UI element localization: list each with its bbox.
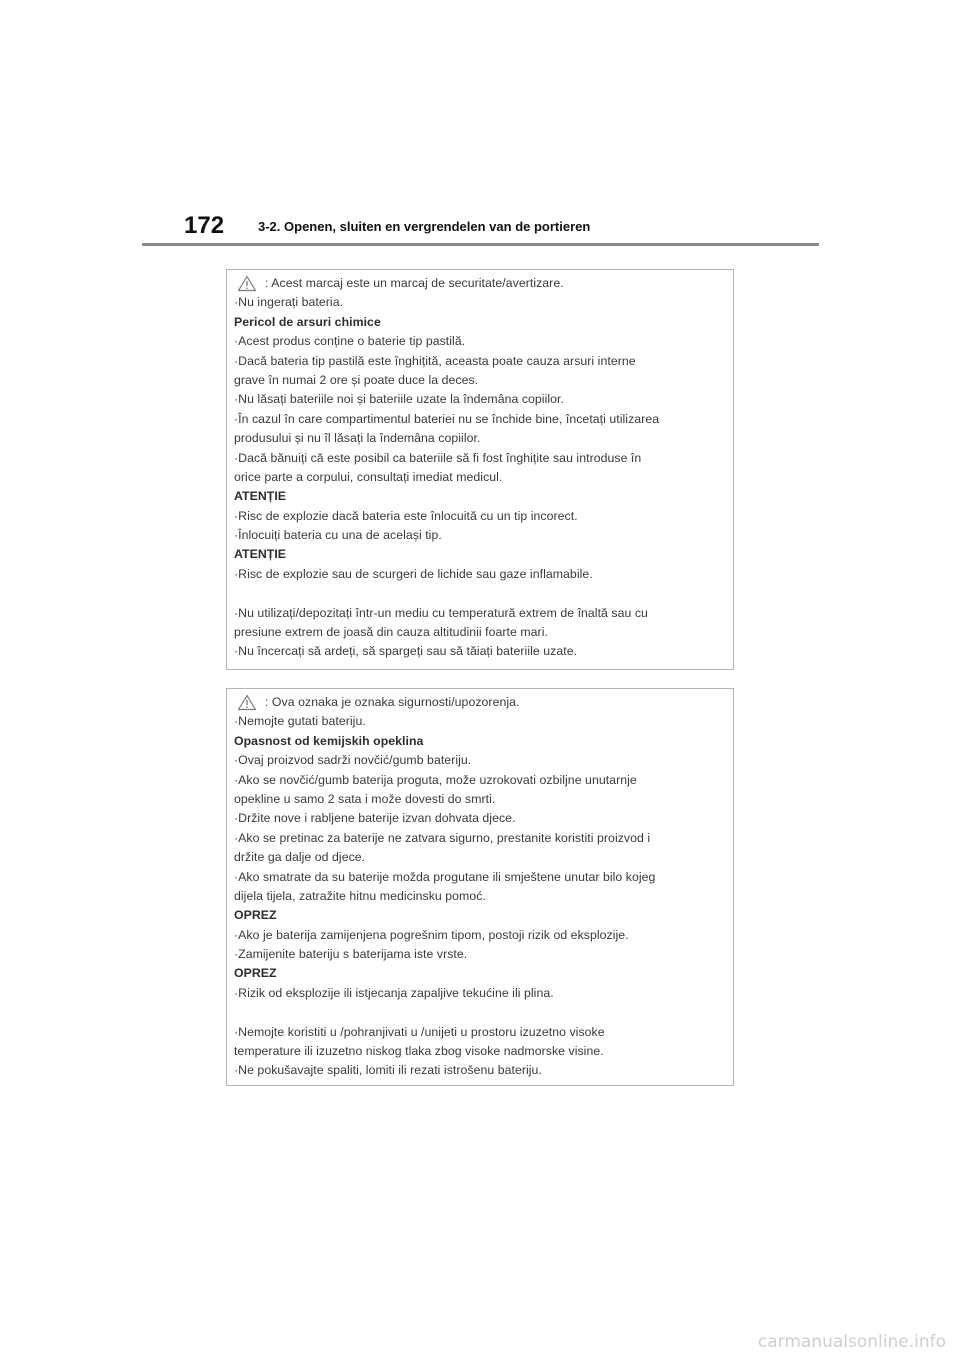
section-title: 3-2. Openen, sluiten en vergrendelen van de portieren	[258, 219, 591, 234]
warning-text-line: ·Nemojte koristiti u /pohranjivati u /unijeti u prostoru izuzetno visoke	[234, 1024, 605, 1039]
warning-triangle-icon	[237, 275, 257, 292]
warning-triangle-icon	[237, 694, 257, 711]
warning-text-line: presiune extrem de joasă din cauza altitudinii foarte mari.	[234, 625, 548, 640]
warning-text-line: ·Rizik od eksplozije ili istjecanja zapaljive tekućine ili plina.	[234, 985, 554, 1000]
warning-text-line: temperature ili izuzetno niskog tlaka zbog visoke nadmorske visine.	[234, 1044, 604, 1059]
page-number: 172	[184, 212, 225, 239]
warning-text-line: ·Ako je baterija zamijenjena pogrešnim tipom, postoji rizik od eksplozije.	[234, 927, 629, 942]
warning-text-line: ·Risc de explozie dacă bateria este înlocuită cu un tip incorect.	[234, 508, 578, 523]
warning-heading: OPREZ	[234, 966, 277, 981]
warning-text-line: dijela tijela, zatražite hitnu medicinsku pomoć.	[234, 888, 486, 903]
warning-statement-text: : Acest marcaj este un marcaj de securitate/avertizare.	[265, 276, 564, 290]
warning-text-line: ·Ako smatrate da su baterije možda progutane ili smještene unutar bilo kojeg	[234, 869, 656, 884]
warning-text-line: ·Nu ingerați bateria.	[234, 295, 344, 310]
warning-heading: OPREZ	[234, 908, 277, 923]
paragraph-gap	[234, 1003, 725, 1022]
warning-text-line: opekline u samo 2 sata i može dovesti do smrti.	[234, 791, 496, 806]
warning-text-line: ·Acest produs conține o baterie tip pastilă.	[234, 334, 466, 349]
croatian-warning-box	[226, 688, 734, 1086]
warning-text-line: ·Nemojte gutati bateriju.	[234, 714, 366, 729]
warning-heading: ATENȚIE	[234, 489, 287, 504]
warning-statement	[234, 274, 725, 293]
warning-text-line: ·Nu lăsați bateriile noi și bateriile uzate la îndemâna copiilor.	[234, 392, 564, 407]
warning-statement	[234, 693, 725, 712]
warning-text-line: ·Dacă bateria tip pastilă este înghițită, aceasta poate cauza arsuri interne	[234, 353, 636, 368]
header-divider	[142, 243, 819, 246]
warning-text-line: ·Držite nove i rabljene baterije izvan dohvata djece.	[234, 811, 516, 826]
romanian-warning-box	[226, 269, 734, 670]
warning-text-line: ·Ako se novčić/gumb baterija proguta, može uzrokovati ozbiljne unutarnje	[234, 772, 637, 787]
watermark: carmanualsonline.info	[757, 1332, 946, 1352]
warning-text-line: grave în numai 2 ore și poate duce la deces.	[234, 372, 479, 387]
paragraph-gap	[234, 584, 725, 603]
warning-heading: ATENȚIE	[234, 547, 287, 562]
warning-text-line: ·Risc de explozie sau de scurgeri de lichide sau gaze inflamabile.	[234, 566, 593, 581]
warning-text-line: ·Zamijenite bateriju s baterijama iste vrste.	[234, 947, 468, 962]
warning-heading: Opasnost od kemijskih opeklina	[234, 733, 424, 748]
warning-statement-text: : Ova oznaka je oznaka sigurnosti/upozorenja.	[265, 695, 520, 709]
warning-text-line: ·Nu încercați să ardeți, să spargeți sau să tăiați bateriile uzate.	[234, 644, 578, 659]
warning-text-line: ·Nu utilizați/depozitați într-un mediu cu temperatură extrem de înaltă sau cu	[234, 605, 648, 620]
warning-text-line: ·Înlocuiți bateria cu una de același tip.	[234, 528, 442, 543]
warning-text-line: orice parte a corpului, consultați imediat medicul.	[234, 469, 503, 484]
warning-text-line: ·Ovaj proizvod sadrži novčić/gumb bateriju.	[234, 753, 472, 768]
warning-text-line: ·Ne pokušavajte spaliti, lomiti ili rezati istrošenu bateriju.	[234, 1063, 542, 1078]
warning-text-line: držite ga dalje od djece.	[234, 850, 366, 865]
warning-text-line: ·Dacă bănuiți că este posibil ca bateriile să fi fost înghițite sau introduse în	[234, 450, 642, 465]
warning-heading: Pericol de arsuri chimice	[234, 314, 381, 329]
warning-text-line: produsului și nu îl lăsați la îndemâna copiilor.	[234, 431, 481, 446]
warning-text-line: ·Ako se pretinac za baterije ne zatvara sigurno, prestanite koristiti proizvod i	[234, 830, 651, 845]
warning-text-line: ·În cazul în care compartimentul bateriei nu se închide bine, încetați utilizarea	[234, 411, 660, 426]
